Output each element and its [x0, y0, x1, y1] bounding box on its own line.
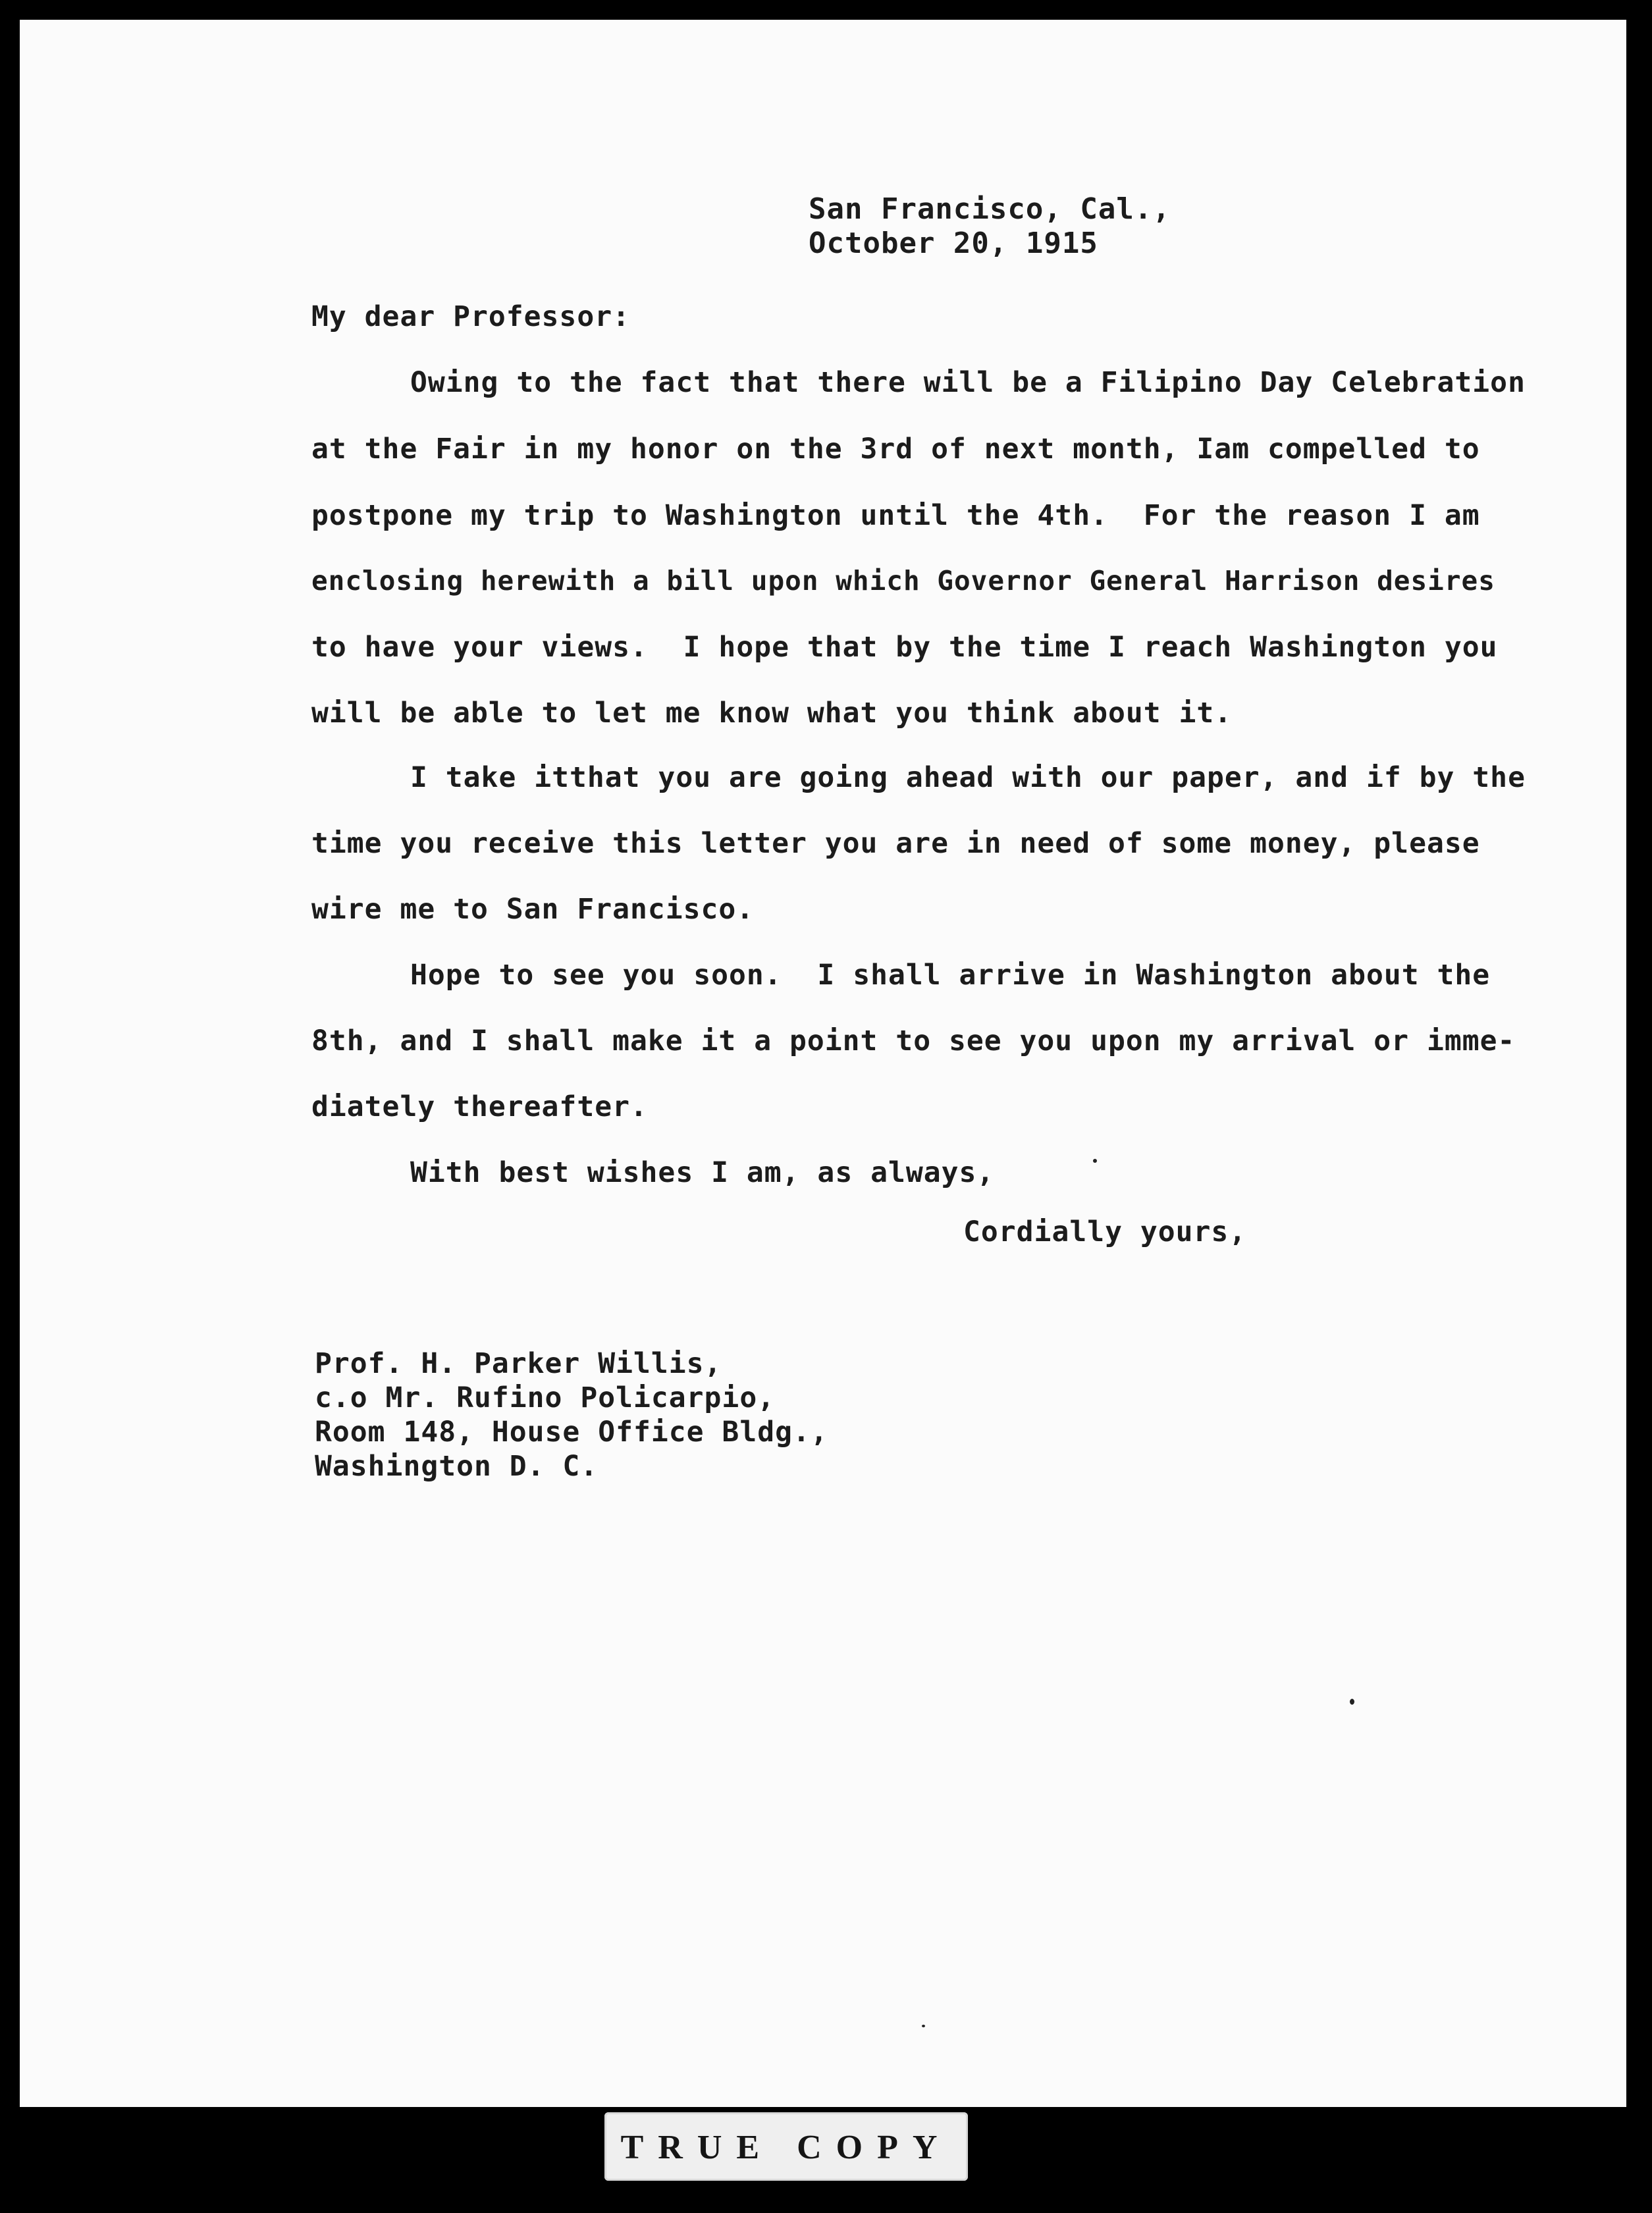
body-line: to have your views. I hope that by the time I reach Washington you: [311, 631, 1498, 664]
ink-speck: [1093, 1159, 1097, 1163]
body-line: wire me to San Francisco.: [311, 893, 755, 926]
address-line: Room 148, House Office Bldg.,: [315, 1416, 828, 1449]
true-copy-stamp: [604, 2112, 968, 2181]
body-line: 8th, and I shall make it a point to see you upon my arrival or imme-: [311, 1025, 1516, 1057]
letter-place: San Francisco, Cal.,: [809, 192, 1171, 226]
ink-speck: [1350, 1699, 1354, 1705]
ink-speck: [922, 2025, 925, 2027]
address-line: c.o Mr. Rufino Policarpio,: [315, 1381, 776, 1414]
body-line: Owing to the fact that there will be a Filipino Day Celebration: [410, 366, 1526, 399]
stamp-label: TRUE COPY: [620, 2129, 952, 2166]
letter-date: October 20, 1915: [809, 227, 1098, 260]
body-line: Hope to see you soon. I shall arrive in Washington about the: [410, 959, 1491, 992]
letter-page: [20, 20, 1626, 2107]
body-line: will be able to let me know what you think about it.: [311, 697, 1233, 730]
body-line: enclosing herewith a bill upon which Governor General Harrison desires: [311, 565, 1495, 597]
body-line: With best wishes I am, as always,: [410, 1156, 995, 1189]
salutation: My dear Professor:: [311, 300, 630, 333]
body-line: at the Fair in my honor on the 3rd of next month, Iam compelled to: [311, 433, 1480, 466]
body-line: time you receive this letter you are in need of some money, please: [311, 827, 1480, 860]
body-line: I take itthat you are going ahead with our paper, and if by the: [410, 761, 1526, 794]
body-line: postpone my trip to Washington until the 4th. For the reason I am: [311, 499, 1480, 532]
closing: Cordially yours,: [963, 1215, 1247, 1248]
address-line: Washington D. C.: [315, 1450, 599, 1483]
address-line: Prof. H. Parker Willis,: [315, 1347, 722, 1380]
body-line: diately thereafter.: [311, 1090, 648, 1123]
